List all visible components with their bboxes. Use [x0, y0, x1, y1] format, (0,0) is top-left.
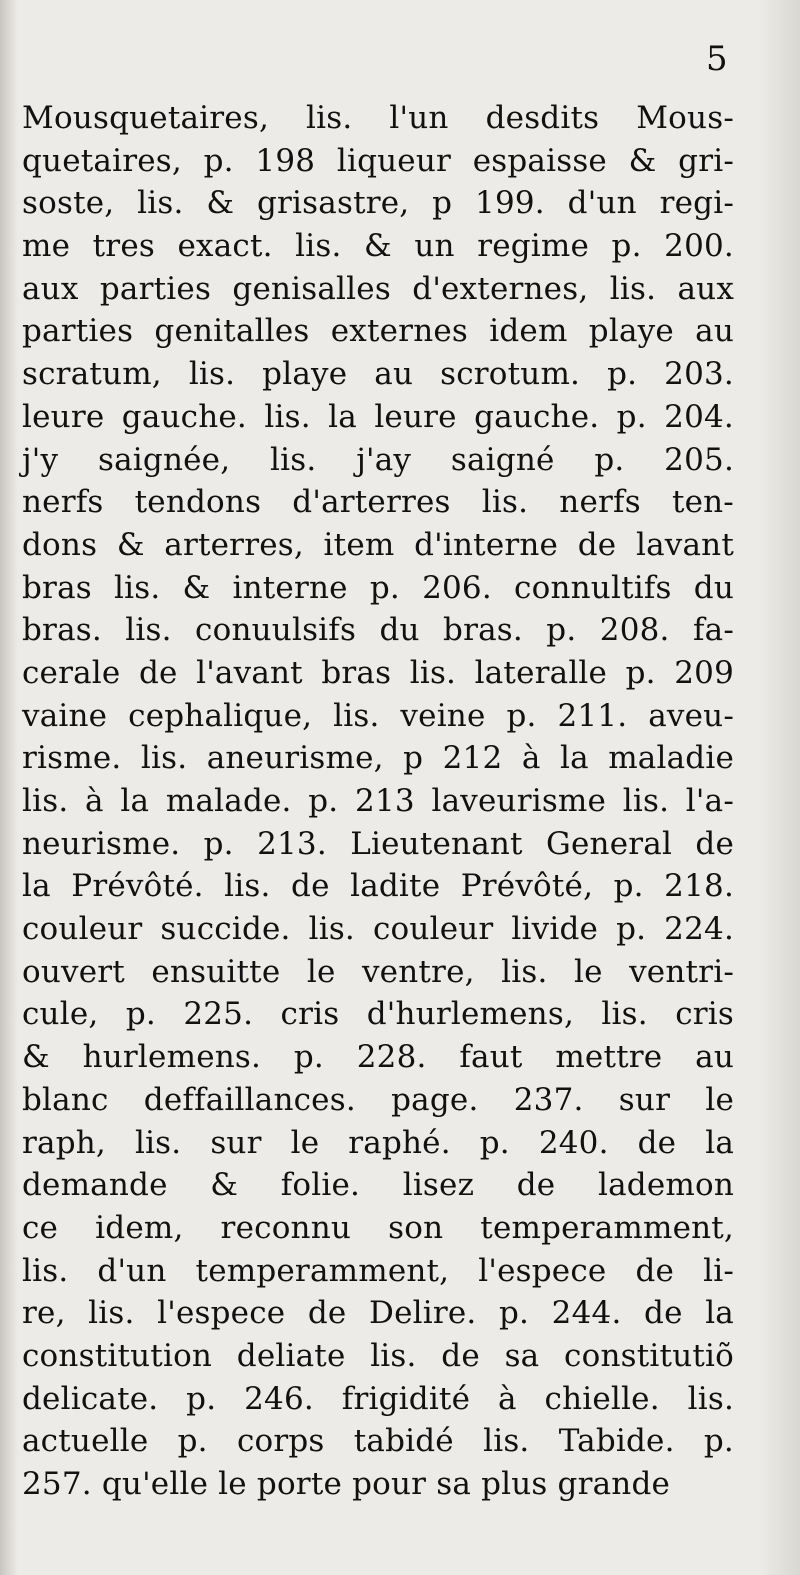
text-line: leure gauche. lis. la leure gauche. p. 204.: [22, 398, 734, 435]
text-line: ce idem, reconnu son temperamment,: [22, 1209, 734, 1246]
text-line: lis. d'un temperamment, l'espece de li-: [22, 1252, 734, 1289]
text-line: delicate. p. 246. frigidité à chielle. lis.: [22, 1380, 734, 1417]
text-line: me tres exact. lis. & un regime p. 200.: [22, 228, 734, 265]
text-line: cule, p. 225. cris d'hurlemens, lis. cris: [22, 996, 734, 1033]
text-line: raph, lis. sur le raphé. p. 240. de la: [22, 1124, 734, 1161]
text-line: parties genitalles externes idem playe au: [22, 313, 734, 350]
text-line: lis. à la malade. p. 213 laveurisme lis. l'a-: [22, 783, 734, 819]
text-line: neurisme. p. 213. Lieutenant General de: [22, 825, 734, 862]
text-line: dons & arterres, item d'interne de lavant: [22, 526, 734, 563]
text-line: & hurlemens. p. 228. faut mettre au: [22, 1039, 734, 1076]
text-line: risme. lis. aneurisme, p 212 à la maladie: [22, 740, 734, 777]
text-line: quetaires, p. 198 liqueur espaisse & gri-: [22, 142, 734, 179]
text-line: soste, lis. & grisastre, p 199. d'un regi-: [22, 185, 734, 222]
text-line: ouvert ensuitte le ventre, lis. le ventri-: [22, 953, 734, 990]
text-line: bras. lis. conuulsifs du bras. p. 208. fa-: [22, 612, 734, 649]
text-line: la Prévôté. lis. de ladite Prévôté, p. 218.: [22, 868, 734, 905]
errata-text-block: [22, 97, 734, 1506]
text-line: nerfs tendons d'arterres lis. nerfs ten-: [22, 484, 734, 521]
text-line: re, lis. l'espece de Delire. p. 244. de la: [22, 1295, 734, 1332]
text-line: couleur succide. lis. couleur livide p. 224.: [22, 911, 734, 948]
text-line: scratum, lis. playe au scrotum. p. 203.: [22, 356, 734, 393]
text-line: blanc deffaillances. page. 237. sur le: [22, 1081, 734, 1118]
text-line: bras lis. & interne p. 206. connultifs du: [22, 569, 734, 606]
text-line: actuelle p. corps tabidé lis. Tabide. p.: [22, 1423, 734, 1460]
text-line: 257. qu'elle le porte pour sa plus grande: [22, 1466, 671, 1502]
text-line: demande & folie. lisez de lademon: [22, 1167, 734, 1204]
page-number: 5: [706, 39, 728, 79]
text-line: cerale de l'avant bras lis. lateralle p. 209: [22, 654, 734, 691]
text-line: aux parties genisalles d'externes, lis. aux: [22, 270, 734, 307]
text-line: j'y saignée, lis. j'ay saigné p. 205.: [22, 441, 734, 478]
text-line: vaine cephalique, lis. veine p. 211. aveu-: [22, 697, 734, 734]
text-line: Mousquetaires, lis. l'un desdits Mous-: [22, 100, 734, 136]
text-line: constitution deliate lis. de sa constitutiõ: [22, 1337, 734, 1374]
